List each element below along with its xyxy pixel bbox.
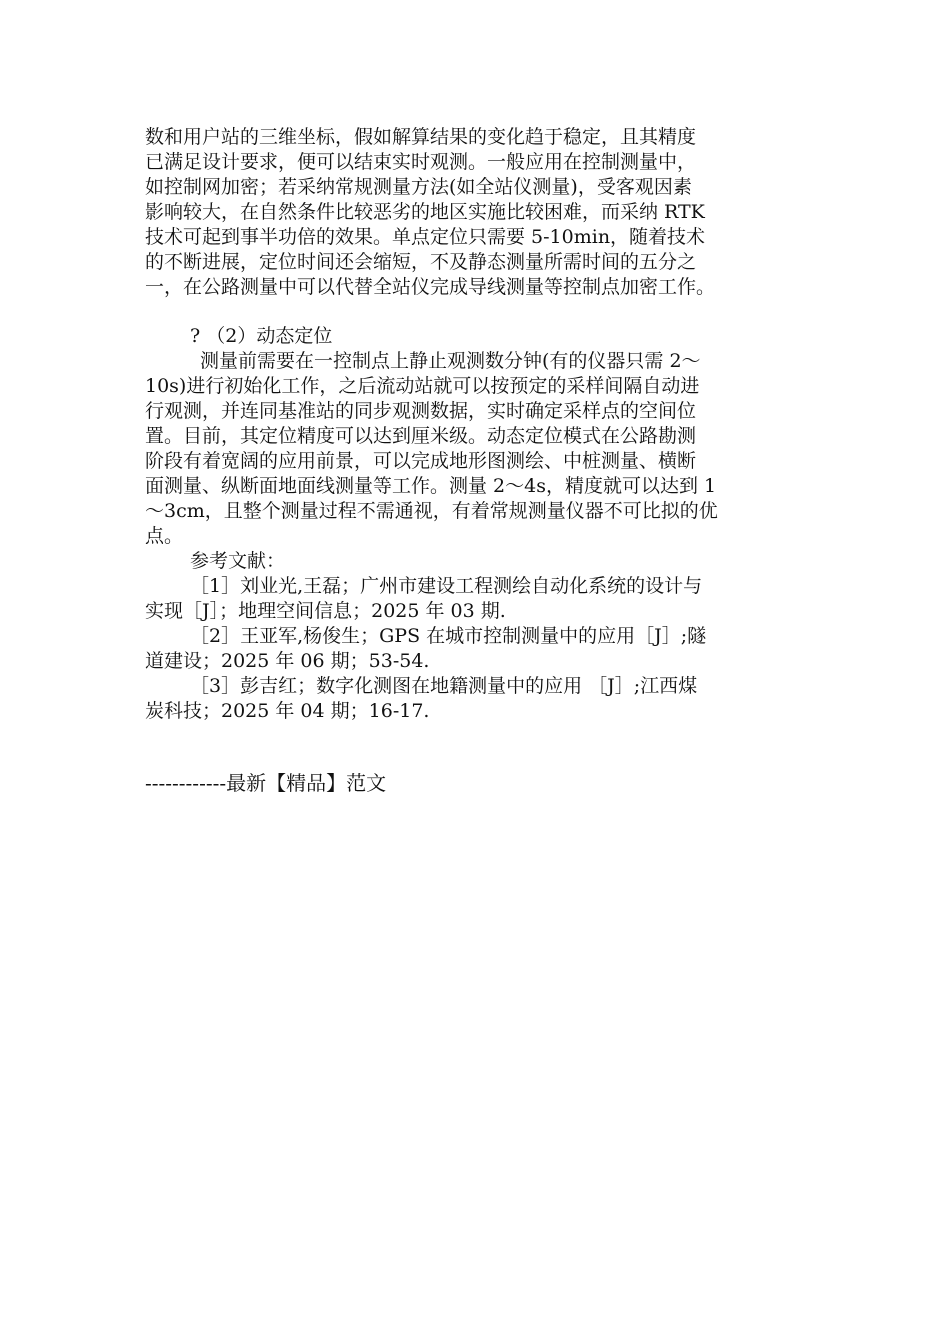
paragraph-line: ～3cm，且整个测量过程不需通视，有着常规测量仪器不可比拟的优 (145, 500, 718, 522)
reference-line: 实现［J］；地理空间信息；2025 年 03 期. (145, 600, 506, 622)
paragraph-line: 面测量、纵断面地面线测量等工作。测量 2～4s，精度就可以达到 1 (145, 475, 717, 497)
paragraph-line: 已满足设计要求，便可以结束实时观测。一般应用在控制测量中， (145, 151, 697, 173)
paragraph-line: 技术可起到事半功倍的效果。单点定位只需要 5-10min，随着技术 (145, 226, 706, 248)
paragraph-line: 点。 (145, 525, 184, 547)
references-title: 参考文献： (190, 550, 286, 572)
reference-line: ［3］彭吉红；数字化测图在地籍测量中的应用 ［J］;江西煤 (190, 675, 698, 697)
reference-line: 道建设；2025 年 06 期；53-54. (145, 650, 430, 672)
paragraph-line: 阶段有着宽阔的应用前景，可以完成地形图测绘、中桩测量、横断 (145, 450, 697, 472)
paragraph-line: 10s)进行初始化工作，之后流动站就可以按预定的采样间隔自动进 (145, 375, 700, 397)
reference-line: ［1］刘业光,王磊；广州市建设工程测绘自动化系统的设计与 (190, 575, 703, 597)
reference-line: 炭科技；2025 年 04 期；16-17. (145, 700, 430, 722)
paragraph-line: 测量前需要在一控制点上静止观测数分钟(有的仪器只需 2～ (200, 350, 701, 372)
paragraph-line: 行观测，并连同基准站的同步观测数据，实时确定采样点的空间位 (145, 400, 697, 422)
section-heading: ? （2）动态定位 (190, 325, 333, 347)
paragraph-line: 置。目前，其定位精度可以达到厘米级。动态定位模式在公路勘测 (145, 425, 697, 447)
paragraph-line: 数和用户站的三维坐标，假如解算结果的变化趋于稳定，且其精度 (145, 126, 697, 148)
paragraph-line: 影响较大，在自然条件比较恶劣的地区实施比较困难，而采纳 RTK (145, 201, 705, 223)
paragraph-line: 的不断进展，定位时间还会缩短，不及静态测量所需时间的五分之 (145, 251, 697, 273)
reference-line: ［2］王亚军,杨俊生；GPS 在城市控制测量中的应用［J］;隧 (190, 625, 707, 647)
footer-text: ------------最新【精品】范文 (145, 771, 387, 795)
paragraph-line: 如控制网加密；若采纳常规测量方法(如全站仪测量)，受客观因素 (145, 176, 692, 198)
paragraph-line: 一，在公路测量中可以代替全站仪完成导线测量等控制点加密工作。 (145, 276, 716, 298)
